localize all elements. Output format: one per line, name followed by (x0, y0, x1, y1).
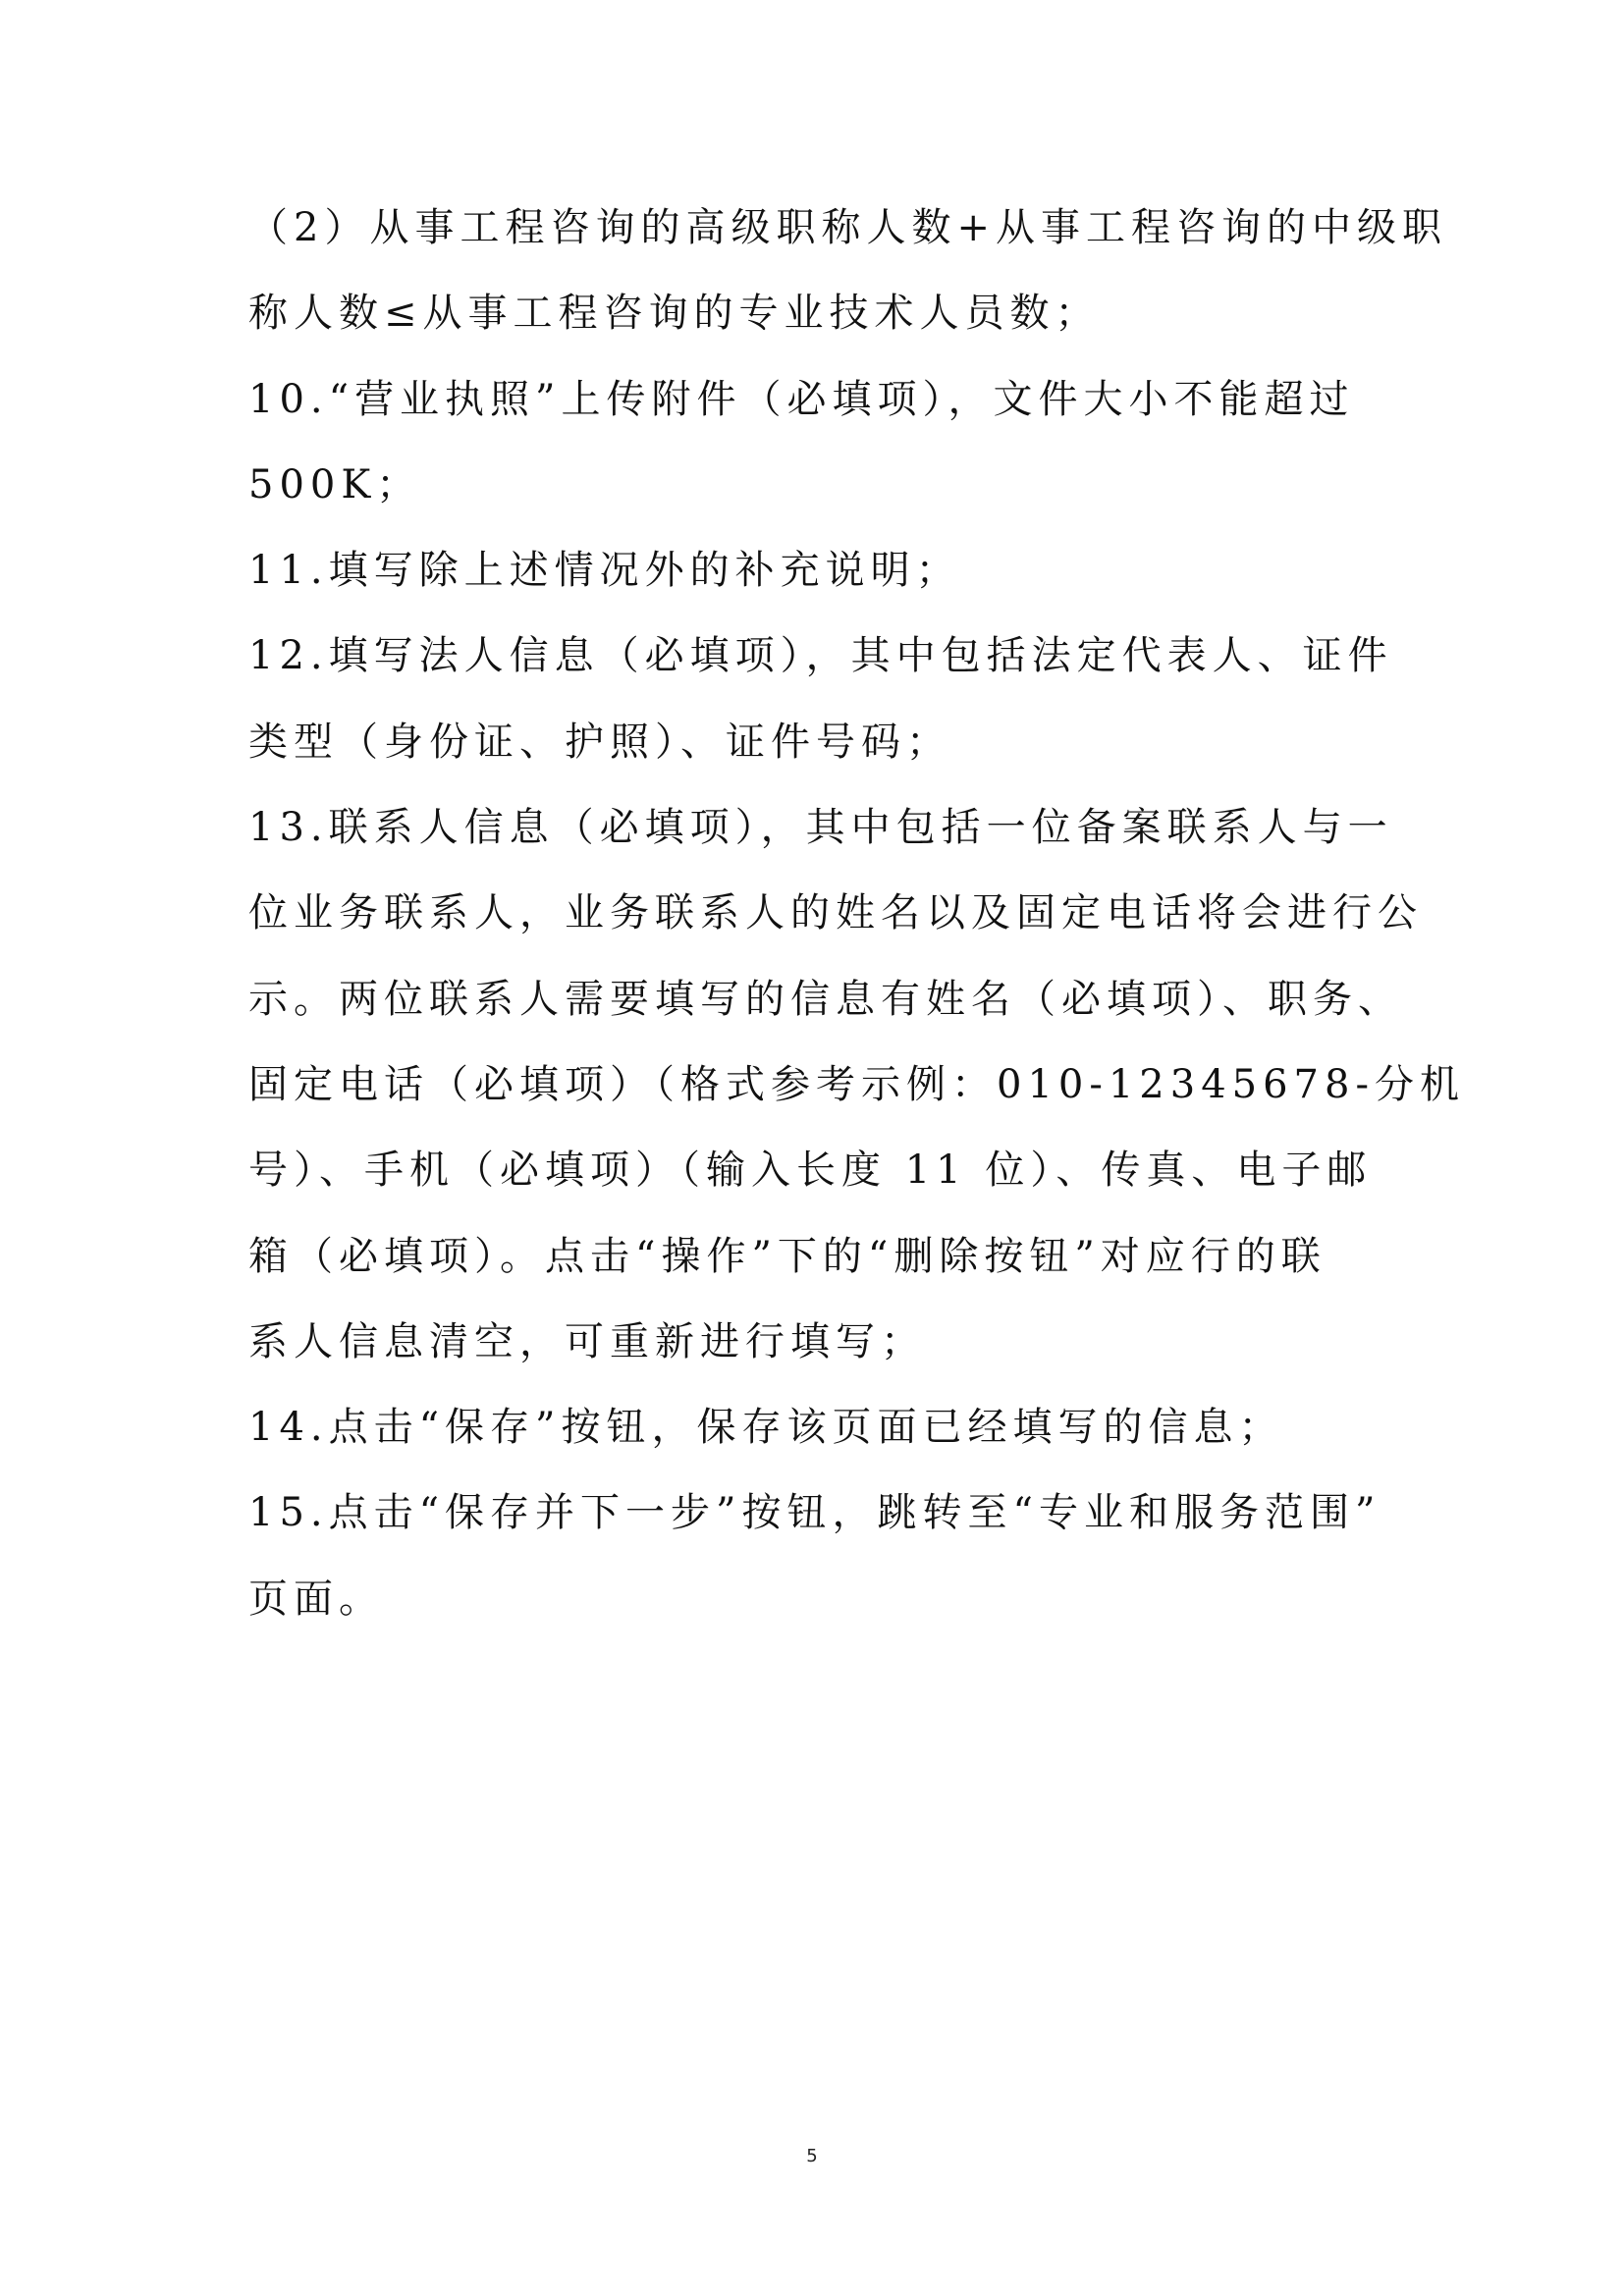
text-line: 称人数≤从事工程咨询的专业技术人员数； (248, 291, 1101, 337)
text-line: 页面。 (248, 1575, 384, 1622)
document-body (248, 205, 1465, 1665)
text-line: 500K； (248, 461, 422, 507)
text-line: 类型（身份证、护照）、证件号码； (248, 719, 951, 765)
text-line: 11.填写除上述情况外的补充说明； (248, 548, 961, 594)
text-line: 系人信息清空，可重新进行填写； (248, 1318, 926, 1364)
text-line: 位业务联系人，业务联系人的姓名以及固定电话将会进行公 (248, 890, 1423, 936)
text-line: 14.点击“保存”按钮，保存该页面已经填写的信息； (248, 1405, 1284, 1451)
text-line: 12.填写法人信息（必填项），其中包括法定代表人、证件 (248, 633, 1393, 679)
text-line: 号）、手机（必填项）（输入长度 11 位）、传真、电子邮 (248, 1148, 1373, 1194)
text-line: 固定电话（必填项）（格式参考示例：010-12345678-分机 (248, 1061, 1465, 1107)
text-line: 13.联系人信息（必填项），其中包括一位备案联系人与一 (248, 805, 1393, 851)
page-number: 5 (806, 2146, 818, 2166)
text-line: 10.“营业执照”上传附件（必填项），文件大小不能超过 (248, 376, 1355, 422)
text-line: 箱（必填项）。点击“操作”下的“删除按钮”对应行的联 (248, 1233, 1326, 1279)
text-line: 15.点击“保存并下一步”按钮，跳转至“专业和服务范围” (248, 1490, 1381, 1536)
text-line: （2）从事工程咨询的高级职称人数+从事工程咨询的中级职 (248, 205, 1447, 250)
text-line: 示。两位联系人需要填写的信息有姓名（必填项）、职务、 (248, 976, 1403, 1022)
